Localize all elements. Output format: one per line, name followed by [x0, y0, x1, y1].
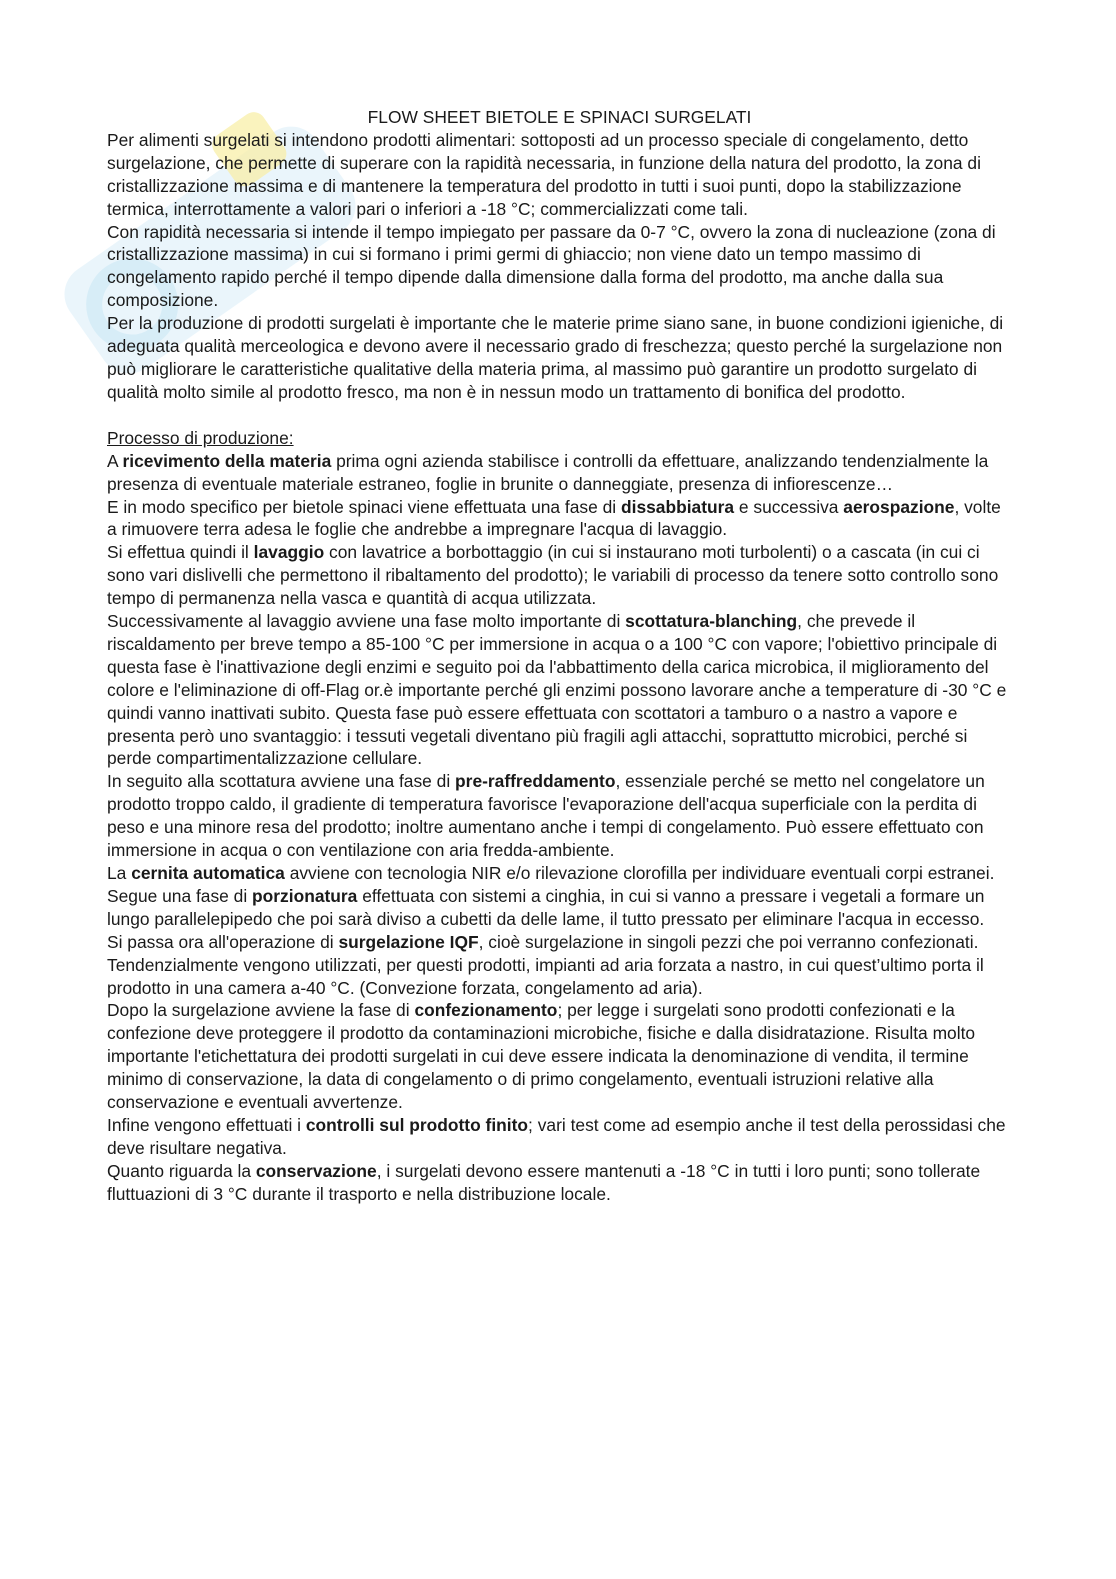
document-body [107, 106, 1012, 1206]
step-scottatura: Successivamente al lavaggio avviene una fase molto importante di scottatura-blanching, che prevede il riscaldamento per breve tempo a 85-100 °C per immersione in acqua o a 100 °C con vapore; l'obiettivo principale di questa fase è l'inattivazione degli enzimi e seguito poi da l'abbattimento della carica microbica, il miglioramento del colore e l'eliminazione di off-Flag or.è importante perché gli enzimi possono lavorare anche a temperature di -30 °C e quindi vanno inattivati subito. Questa fase può essere effettuata con scottatori a tamburo o a nastro a vapore e presenta però uno svantaggio: i tessuti vegetali diventano più fragili agli attacchi, soprattutto microbici, perché si perde compartimentalizzazione cellulare. [107, 611, 1007, 769]
step-lavaggio: Si effettua quindi il lavaggio con lavatrice a borbottaggio (in cui si instaurano moti turbolenti) o a cascata (in cui ci sono vari dislivelli che permettono il ribaltamento del prodotto); le variabili di processo da tenere sotto controllo sono tempo di permanenza nella vasca e quantità di acqua utilizzata. [107, 542, 999, 609]
intro-paragraph: Per alimenti surgelati si intendono prodotti alimentari: sottoposti ad un processo speciale di congelamento, detto surgelazione, che permette di superare con la rapidità necessaria, in funzione della natura del prodotto, la zona di cristallizzazione massima e di mantenere la temperatura del prodotto in tutti i suoi punti, dopo la stabilizzazione termica, interrottamente a valori pari o inferiori a -18 °C; commercializzati come tali. [107, 129, 981, 219]
process-heading: Processo di produzione: [107, 427, 294, 448]
document-title: FLOW SHEET BIETOLE E SPINACI SURGELATI [367, 107, 752, 127]
step-controlli: Infine vengono effettuati i controlli sul prodotto finito; vari test come ad esempio anche il test della perossidasi che deve risultare negativa. [107, 1114, 1006, 1158]
intro-paragraph: Con rapidità necessaria si intende il tempo impiegato per passare da 0-7 °C, ovvero la zona di nucleazione (zona di cristallizzazione massima) in cui si formano i primi germi di ghiaccio; non viene dato un tempo massimo di congelamento rapido perché il tempo dipende dalla dimensione dalla forma del prodotto, ma anche dalla sua composizione. [107, 221, 996, 311]
step-pre-raffreddamento: In seguito alla scottatura avviene una fase di pre-raffreddamento, essenziale perché se metto nel congelatore un prodotto troppo caldo, il gradiente di temperatura favorisce l'evaporazione dell'acqua superficiale con la perdita di peso e una minore resa del prodotto; inoltre aumentano anche i tempi di congelamento. Può essere effettuato con immersione in acqua o con ventilazione con aria fredda-ambiente. [107, 771, 985, 861]
intro-paragraph: Per la produzione di prodotti surgelati è importante che le materie prime siano sane, in buone condizioni igieniche, di adeguata qualità merceologica e devono avere il necessario grado di freschezza; questo perché la surgelazione non può migliorare le caratteristiche qualitative della materia prima, al massimo può garantire un prodotto surgelato di qualità molto simile al prodotto fresco, ma non è in nessun modo un trattamento di bonifica del prodotto. [107, 313, 1004, 402]
step-conservazione: Quanto riguarda la conservazione, i surgelati devono essere mantenuti a -18 °C in tutti i loro punti; sono tollerate fluttuazioni di 3 °C durante il trasporto e nella distribuzione locale. [107, 1160, 981, 1204]
step-ricevimento: A ricevimento della materia prima ogni azienda stabilisce i controlli da effettuare, analizzando tendenzialmente la presenza di eventuale materiale estraneo, foglie in brunite o danneggiate, presenza di infiorescenze… [107, 450, 989, 494]
step-surgelazione: Si passa ora all'operazione di surgelazione IQF, cioè surgelazione in singoli pezzi che poi verranno confezionati. Tendenzialmente vengono utilizzati, per questi prodotti, impianti ad aria forzata a nastro, in cui quest’ultimo porta il prodotto in una camera a-40 °C. (Convezione forzata, congelamento ad aria). [107, 931, 984, 998]
step-porzionatura: Segue una fase di porzionatura effettuata con sistemi a cinghia, in cui si vanno a pressare i vegetali a formare un lungo parallelepipedo che poi sarà diviso a cubetti da delle lame, il tutto pressato per eliminare l'acqua in eccesso. [107, 885, 985, 929]
step-dissabbiatura: E in modo specifico per bietole spinaci viene effettuata una fase di dissabbiatura e successiva aerospazione, volte a rimuovere terra adesa le foglie che andrebbe a impregnare l'acqua di lavaggio. [107, 496, 1001, 540]
step-cernita: La cernita automatica avviene con tecnologia NIR e/o rilevazione clorofilla per individuare eventuali corpi estranei. [107, 863, 995, 883]
step-confezionamento: Dopo la surgelazione avviene la fase di confezionamento; per legge i surgelati sono prodotti confezionati e la confezione deve proteggere il prodotto da contaminazioni microbiche, fisiche e dalla disidratazione. Risulta molto importante l'etichettatura dei prodotti surgelati in cui deve essere indicata la denominazione di vendita, il termine minimo di conservazione, la data di congelamento o di primo congelamento, eventuali istruzioni relative alla conservazione e eventuali avvertenze. [107, 1000, 976, 1113]
